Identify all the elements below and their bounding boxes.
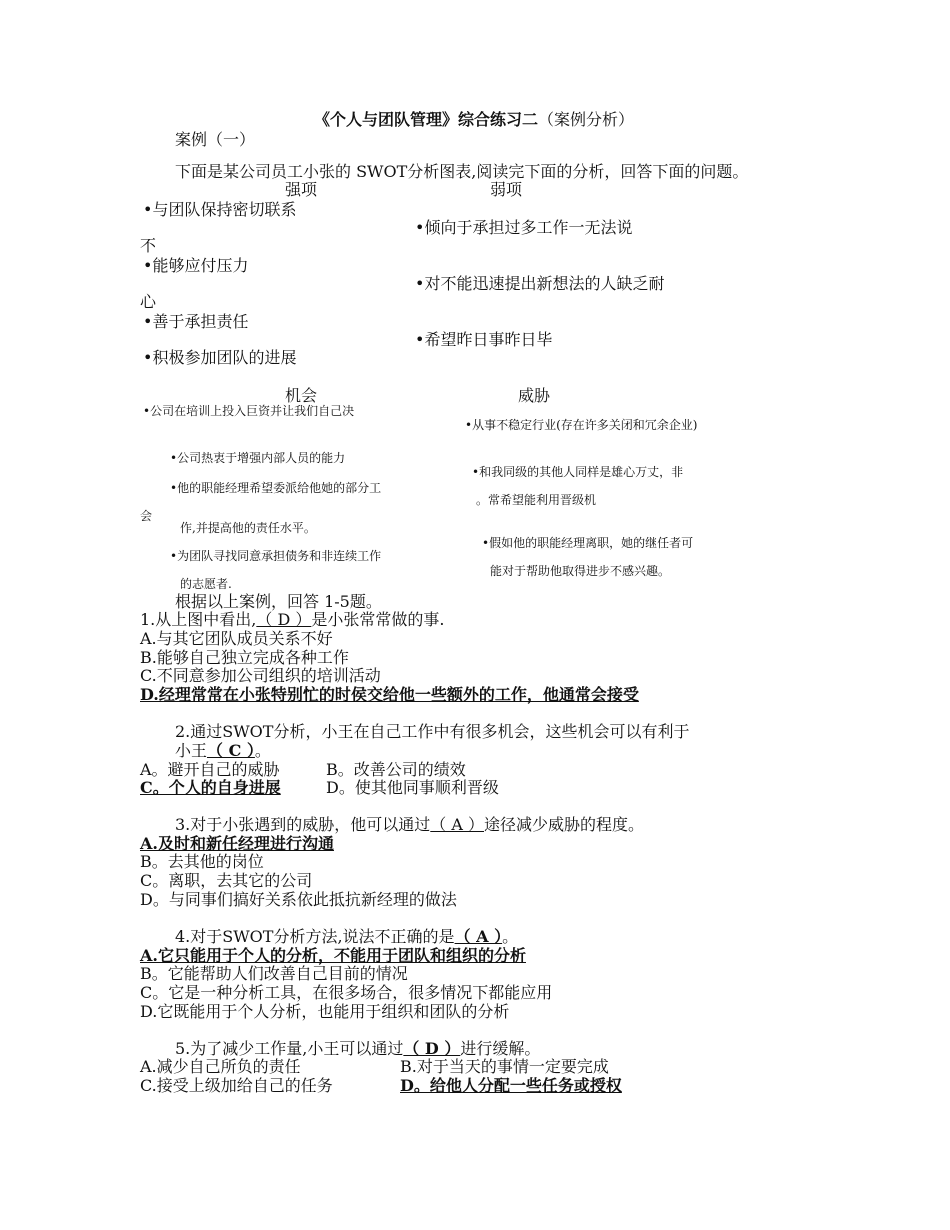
- question-2-answer: （ C ）: [207, 741, 255, 760]
- question-2-line2: [175, 742, 271, 760]
- q2-option-b: B。改善公司的绩效: [326, 760, 466, 779]
- q3-option-b: B。去其他的岗位: [140, 852, 264, 871]
- opportunity-item: •为团队寻找同意承担债务和非连续工作: [170, 549, 382, 563]
- q1-option-a: A.与其它团队成员关系不好: [140, 629, 333, 648]
- question-3: [175, 816, 644, 834]
- q1-option-c: C.不同意参加公司组织的培训活动: [140, 666, 381, 685]
- opportunity-item: •他的职能经理希望委派给他她的部分工: [170, 481, 382, 495]
- threat-item: •从事不稳定行业(存在许多关闭和冗余企业): [465, 418, 698, 432]
- question-3-stem: 3.对于小张遇到的威胁，他可以通过: [175, 815, 431, 834]
- q5-option-d-correct: D。给他人分配一些任务或授权: [400, 1076, 622, 1095]
- question-1: [140, 611, 444, 629]
- title-main: 《个人与团队管理》综合练习二: [314, 110, 539, 129]
- opportunities-heading: 机会: [285, 386, 318, 405]
- q1-option-d-correct: D.经理常常在小张特别忙的时侯交给他一些额外的工作，他通常会接受: [140, 685, 639, 704]
- q3-option-a-correct: A.及时和新任经理进行沟通: [140, 834, 334, 853]
- question-4: [175, 928, 518, 946]
- q2-option-a: A。避开自己的威胁: [140, 760, 280, 779]
- threat-item-continued: 能对于帮助他取得进步不感兴趣。: [490, 564, 671, 578]
- question-5-stem: 5.为了减少工作量,小王可以通过: [175, 1039, 404, 1058]
- question-4-stem-end: 。: [502, 927, 519, 946]
- document-title: [314, 111, 634, 129]
- opportunity-item: •公司热衷于增强内部人员的能力: [170, 451, 346, 465]
- q1-option-b: B.能够自己独立完成各种工作: [140, 648, 349, 667]
- threat-item: •和我同级的其他人同样是雄心万丈，非: [472, 465, 684, 479]
- q4-option-c: C。它是一种分析工具，在很多场合，很多情况下都能应用: [140, 983, 553, 1002]
- weakness-item: •倾向于承担过多工作一无法说: [415, 218, 633, 237]
- strengths-heading: 强项: [285, 180, 318, 199]
- case-label: 案例（一）: [175, 130, 256, 149]
- strength-item: •与团队保持密切联系: [143, 200, 297, 219]
- title-suffix: （案例分析）: [538, 110, 635, 129]
- opportunity-item-continued: 的志愿者.: [180, 577, 232, 591]
- strength-item: •积极参加团队的进展: [143, 348, 297, 367]
- wrapped-fragment: 不: [140, 236, 157, 255]
- question-2-stem: 小王: [175, 741, 208, 760]
- weakness-item: •希望昨日事昨日毕: [415, 330, 553, 349]
- q5-option-a: A.减少自己所负的责任: [140, 1057, 301, 1076]
- q2-option-c-correct: C。个人的自身进展: [140, 778, 281, 797]
- q5-option-c: C.接受上级加给自己的任务: [140, 1076, 333, 1095]
- q5-option-b: B.对于当天的事情一定要完成: [400, 1057, 609, 1076]
- case-intro: 下面是某公司员工小张的 SWOT分析图表,阅读完下面的分析，回答下面的问题。: [175, 162, 749, 181]
- question-4-answer: （ A ）: [454, 927, 503, 946]
- question-2-stem-end: 。: [254, 741, 271, 760]
- question-4-stem: 4.对于SWOT分析方法,说法不正确的是: [175, 927, 455, 946]
- question-5: [175, 1040, 540, 1058]
- q3-option-c: C。离职，去其它的公司: [140, 871, 313, 890]
- q2-option-d: D。使其他同事顺利晋级: [326, 778, 499, 797]
- question-3-answer: （ A ）: [430, 815, 485, 834]
- opportunity-item: •公司在培训上投入巨资并让我们自己决: [143, 404, 355, 418]
- question-1-answer: （ D ）: [256, 610, 312, 629]
- question-1-stem-end: 是小张常常做的事.: [311, 610, 445, 629]
- strength-item: •善于承担责任: [143, 312, 249, 331]
- opportunity-item-continued: 作,并提高他的责任水平。: [180, 521, 316, 535]
- question-2: 2.通过SWOT分析，小王在自己工作中有很多机会，这些机会可以有利于: [175, 722, 690, 741]
- q4-option-a-correct: A.它只能用于个人的分析，不能用于团队和组织的分析: [140, 946, 526, 965]
- weaknesses-heading: 弱项: [490, 180, 523, 199]
- question-5-stem-end: 进行缓解。: [460, 1039, 541, 1058]
- strength-item: •能够应付压力: [143, 256, 249, 275]
- question-3-stem-end: 途径减少威胁的程度。: [484, 815, 645, 834]
- q4-option-b: B。它能帮助人们改善自己目前的情况: [140, 964, 408, 983]
- threats-heading: 威胁: [518, 386, 551, 405]
- question-1-stem: 1.从上图中看出,: [140, 610, 257, 629]
- wrapped-fragment: 会: [140, 509, 153, 523]
- q4-option-d: D.它既能用于个人分析，也能用于组织和团队的分析: [140, 1002, 510, 1021]
- threat-item: •假如他的职能经理离职，她的继任者可: [482, 536, 694, 550]
- q3-option-d: D。与同事们搞好关系依此抵抗新经理的做法: [140, 890, 457, 909]
- weakness-item: •对不能迅速提出新想法的人缺乏耐: [415, 274, 665, 293]
- threat-item-continued: 。常希望能利用晋级机: [476, 493, 597, 507]
- questions-prompt: 根据以上案例，回答 1-5题。: [175, 592, 382, 611]
- question-5-answer: （ D ）: [403, 1039, 461, 1058]
- wrapped-fragment: 心: [140, 292, 157, 311]
